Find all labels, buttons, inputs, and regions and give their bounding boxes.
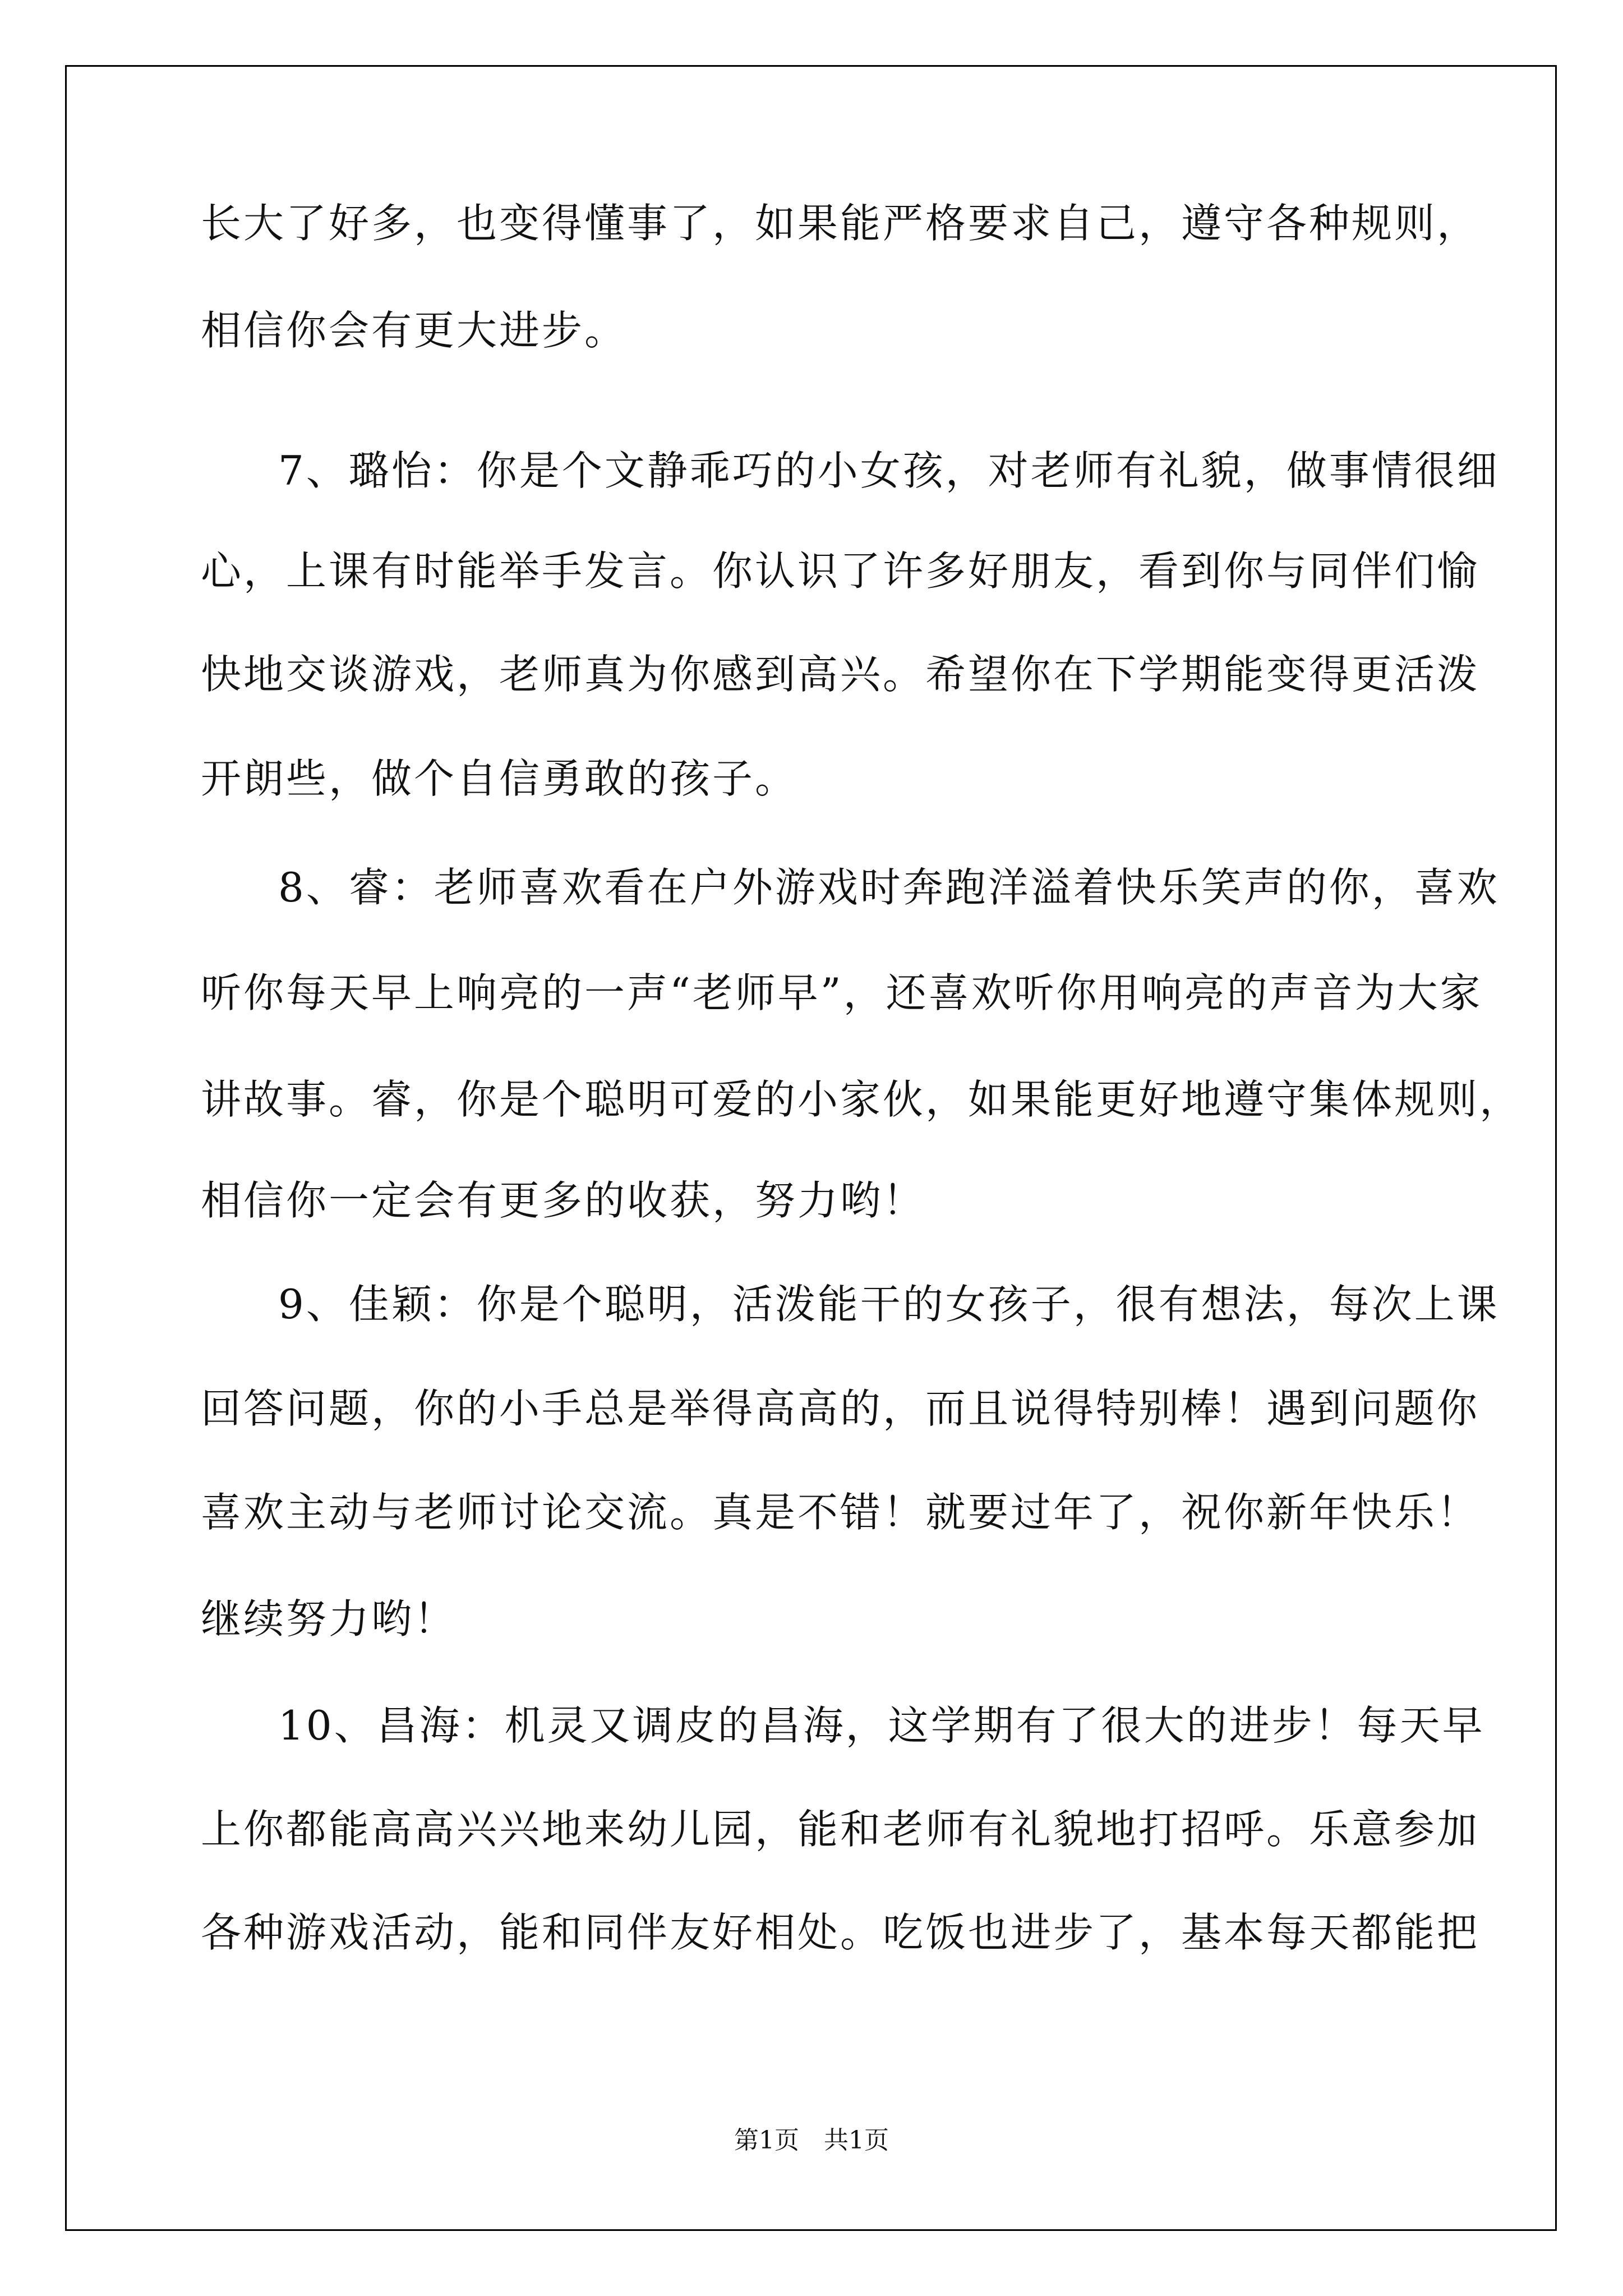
page-footer — [0, 2125, 1623, 2156]
body-line: 讲故事。睿，你是个聪明可爱的小家伙，如果能更好地遵守集体规则， — [201, 1076, 1523, 1123]
paragraph-7-first-line: 7、璐怡：你是个文静乖巧的小女孩，对老师有礼貌，做事情很细 — [278, 447, 1500, 494]
paragraph-9-first-line: 9、佳颖：你是个聪明，活泼能干的女孩子，很有想法，每次上课 — [278, 1281, 1500, 1328]
page-number: 第1页 — [734, 2126, 799, 2155]
body-line: 开朗些，做个自信勇敢的孩子。 — [201, 755, 798, 802]
paragraph-10-first-line: 10、昌海：机灵又调皮的昌海，这学期有了很大的进步！每天早 — [278, 1702, 1485, 1749]
body-line: 各种游戏活动，能和同伴友好相处。吃饭也进步了，基本每天都能把 — [201, 1909, 1480, 1956]
page-total: 共1页 — [824, 2126, 889, 2155]
body-line: 喜欢主动与老师讨论交流。真是不错！就要过年了，祝你新年快乐！ — [201, 1489, 1480, 1536]
paragraph-8-first-line: 8、睿：老师喜欢看在户外游戏时奔跑洋溢着快乐笑声的你，喜欢 — [278, 864, 1500, 911]
body-line: 上你都能高高兴兴地来幼儿园，能和老师有礼貌地打招呼。乐意参加 — [201, 1806, 1480, 1853]
body-line: 继续努力哟！ — [201, 1595, 457, 1642]
body-line: 相信你一定会有更多的收获，努力哟！ — [201, 1177, 926, 1224]
body-line: 心，上课有时能举手发言。你认识了许多好朋友，看到你与同伴们愉 — [201, 547, 1480, 595]
body-line: 快地交谈游戏，老师真为你感到高兴。希望你在下学期能变得更活泼 — [201, 651, 1480, 698]
body-line: 相信你会有更大进步。 — [201, 307, 628, 354]
body-line: 听你每天早上响亮的一声“老师早”，还喜欢听你用响亮的声音为大家 — [201, 969, 1483, 1016]
body-line: 回答问题，你的小手总是举得高高的，而且说得特别棒！遇到问题你 — [201, 1385, 1480, 1432]
body-line: 长大了好多，也变得懂事了，如果能严格要求自己，遵守各种规则， — [201, 200, 1480, 247]
